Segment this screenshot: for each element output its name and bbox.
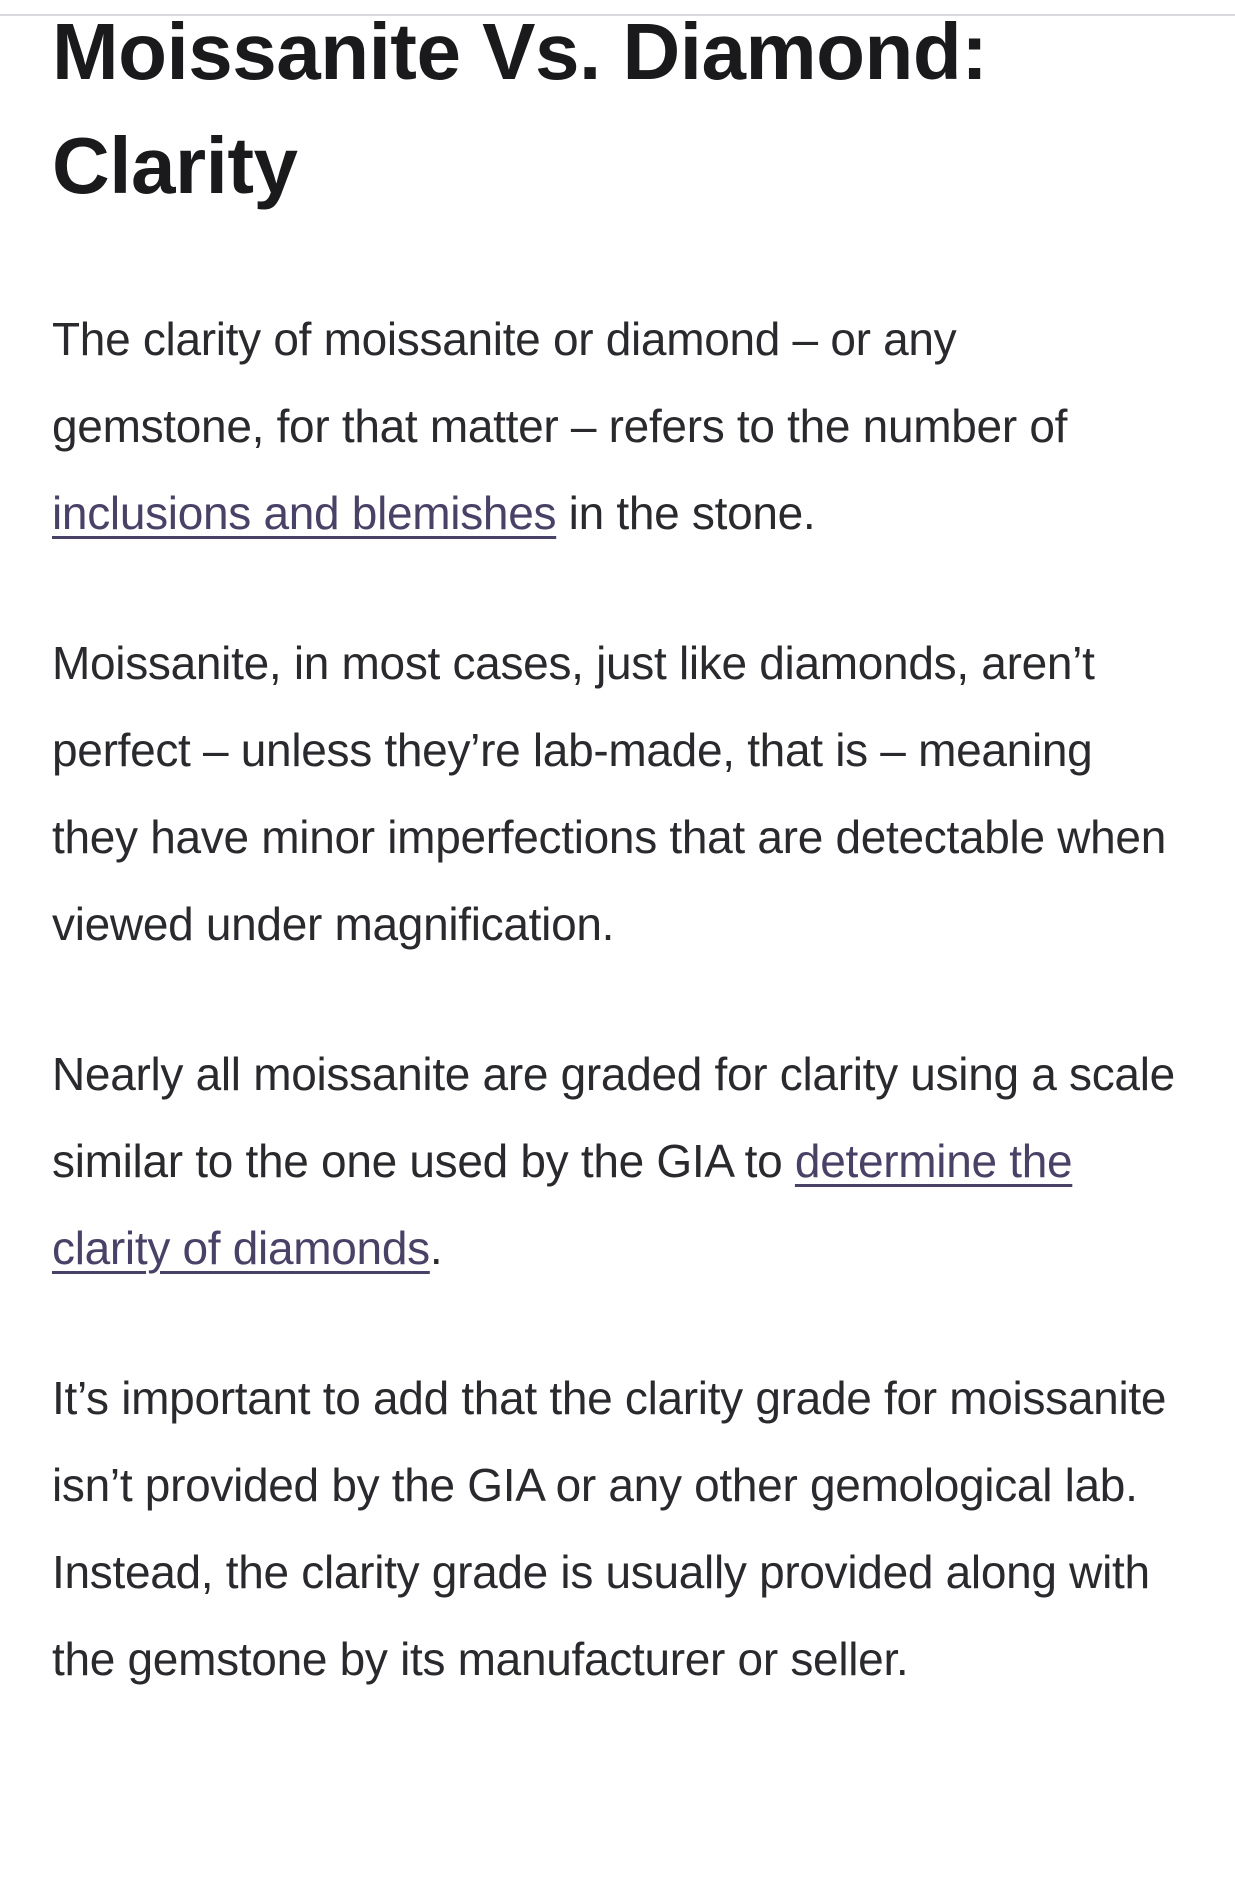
- inline-link[interactable]: inclusions and blemishes: [52, 487, 557, 539]
- inline-link[interactable]: determine the clarity of diamonds: [52, 1135, 1073, 1274]
- paragraph: [52, 1031, 1180, 1292]
- paragraph-text: in the stone.: [556, 487, 816, 539]
- paragraph: [52, 1355, 1180, 1703]
- paragraph-text: Moissanite, in most cases, just like diamonds, aren’t perfect – unless they’re lab-made, that is – meaning they have minor imperfections that are detectable when viewed under magnification.: [52, 637, 1166, 950]
- paragraph-text: The clarity of moissanite or diamond – or any gemstone, for that matter – refers to the number of: [52, 313, 1068, 452]
- article-body: [52, 296, 1180, 1703]
- paragraph-text: It’s important to add that the clarity grade for moissanite isn’t provided by the GIA or any other gemological lab. Instead, the clarity grade is usually provided along with the gemstone by its manufacturer or seller.: [52, 1372, 1167, 1685]
- page-title: Moissanite Vs. Diamond: Clarity: [52, 7, 988, 210]
- paragraph: [52, 296, 1180, 557]
- paragraph-text: .: [429, 1222, 443, 1274]
- paragraph: [52, 620, 1180, 968]
- paragraph-text: Nearly all moissanite are graded for clarity using a scale similar to the one used by the GIA to: [52, 1048, 1175, 1187]
